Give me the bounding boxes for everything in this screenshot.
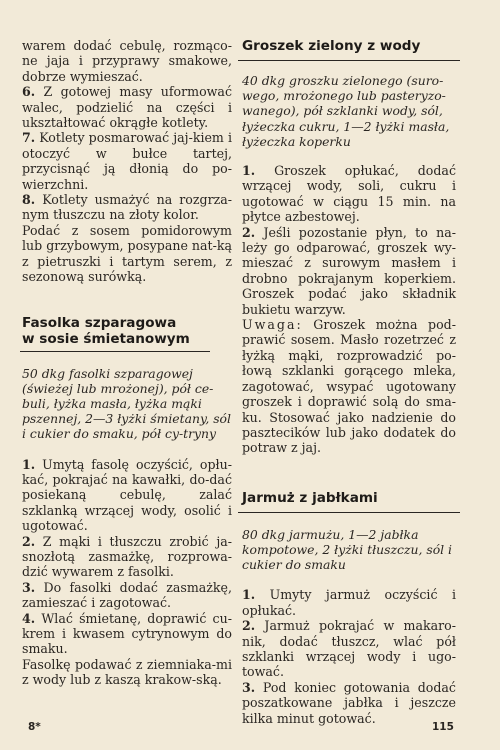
title-line-2: w sosie śmietanowym [22, 330, 190, 347]
step-text: Z mąki i tłuszczu zrobić ja-snozłotą zasmażkę, rozprowa-dzić wywarem z fasolki. [22, 533, 232, 580]
step-1 [242, 587, 456, 618]
ingredients: 80 dkg jarmużu, 1—2 jabłka kompotowe, 2 łyżki tłuszczu, sól i cukier do smaku [242, 526, 453, 573]
step-3 [22, 580, 232, 611]
step-6 [22, 84, 232, 130]
step-text: Z gotowej masy uformować walec, podzielić na części i ukształtować okrągłe kotlety. [22, 84, 232, 131]
step-3 [242, 680, 456, 726]
step-number: 3. [22, 579, 36, 595]
step-number: 4. [22, 610, 36, 626]
step-4 [22, 611, 232, 657]
step-text: Jarmuż pokrajać w makaro-nik, dodać tłuszcz, wlać pół szklanki wrzącej wody i ugo-tować. [242, 618, 456, 680]
step-7 [22, 130, 232, 192]
page-number: 115 [432, 721, 454, 733]
step-number: 2. [22, 533, 36, 549]
recipe-title-jarmuz: Jarmuż z jabłkami [242, 489, 378, 506]
step-text: Jeśli pozostanie płyn, to na-leży go odparować, groszek wy-mieszać z surowym masłem i drobno pokrajanym koperkiem. Groszek podać jako składnik bukietu warzyw. [242, 224, 456, 317]
note-text: Groszek można pod-prawić sosem. Masło rozetrzeć z łyżką mąki, rozprowadzić po-łową szklanki gorącego mleka, zagotować, wsypać ugotowany groszek i doprawić solą do sma-ku. Stosować jako nadzienie do pasztecików lub jako dodatek do potraw z jaj. [242, 317, 456, 456]
serving-note: Podać z sosem pomidorowym lub grzybowym, posypane nat-ką z pietruszki i tartym serem, z sezonową surówką. [22, 222, 232, 285]
step-text: Kotlety usmażyć na rozgrza-nym tłuszczu na złoty kolor. [22, 192, 232, 223]
step-number: 8. [22, 192, 36, 208]
left-column [22, 38, 232, 688]
ingredients: 40 dkg groszku zielonego (suro-wego, mrożonego lub pasteryzo-wanego), pół szklanki wody, sól, łyżeczka cukru, 1—2 łyżki masła, łyżeczka koperku [242, 73, 450, 149]
right-column [242, 38, 456, 726]
step-text: Do fasolki dodać zasmażkę, zamieszać i zagotować. [22, 579, 232, 611]
step-number: 6. [22, 84, 36, 100]
serving-note: Fasolkę podawać z ziemniaka-mi z wody lub z kaszą krakow-ską. [22, 656, 232, 688]
step-text: Groszek opłukać, dodać wrzącej wody, soli, cukru i ugotować w ciągu 15 min. na płytce azbestowej. [242, 163, 456, 225]
step-text: Kotlety posmarować jaj-kiem i otoczyć w bułce tartej, przycisnąć ją dłonią do po-wierzchni. [22, 130, 232, 192]
step-text: Wlać śmietanę, doprawić cu-krem i kwasem cytrynowym do smaku. [22, 610, 232, 657]
step-number: 1. [22, 456, 36, 472]
step-number: 3. [242, 679, 256, 695]
title-line-1: Fasolka szparagowa [22, 314, 177, 331]
ingredients: 50 dkg fasolki szparagowej (świeżej lub mrożonej), pół ce-buli, łyżka masła, łyżka mąki pszennej, 2—3 łyżki śmietany, sól i cukier do smaku, pół cy-tryny [22, 365, 231, 442]
step-number: 2. [242, 618, 256, 634]
step-8 [22, 192, 232, 223]
step-number: 2. [242, 224, 256, 240]
recipe-title-groszek: Groszek zielony z wody [242, 38, 421, 54]
step-text: Umytą fasolę oczyścić, opłu-kać, pokrajać na kawałki, do-dać posiekaną cebulę, zalać szklanką wrzącej wody, osolić i ugotować. [22, 456, 232, 534]
step-number: 7. [22, 130, 36, 146]
note-label: Uwaga: [242, 317, 303, 333]
step-2 [242, 225, 456, 317]
note-paragraph [242, 317, 456, 456]
signature-mark: 8* [28, 721, 41, 733]
step-2 [22, 534, 232, 580]
recipe-title-fasolka [22, 315, 232, 347]
step-2 [242, 618, 456, 680]
step-text: Pod koniec gotowania dodać poszatkowane jabłka i jeszcze kilka minut gotować. [242, 679, 456, 726]
step-number: 1. [242, 587, 256, 603]
step-1 [242, 163, 456, 225]
step-text: Umyty jarmuż oczyścić i opłukać. [242, 587, 456, 618]
continued-paragraph: warem dodać cebulę, rozmąco-ne jaja i przyprawy smakowe, dobrze wymieszać. [22, 38, 232, 84]
step-1 [22, 457, 232, 534]
step-number: 1. [242, 163, 256, 179]
